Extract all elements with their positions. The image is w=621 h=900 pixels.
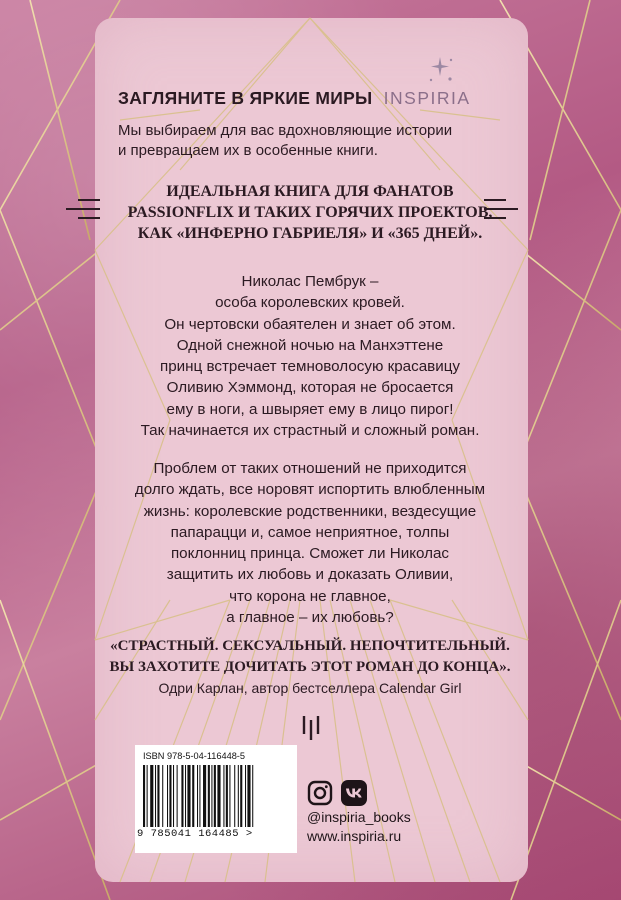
barcode-stripe	[157, 765, 159, 827]
social-handle-link[interactable]: @inspiria_books	[307, 809, 411, 825]
description-paragraph-1	[100, 271, 520, 441]
barcode-stripe	[185, 765, 186, 827]
publisher-brand: INSPIRIA	[383, 88, 471, 108]
highlight-tagline	[100, 181, 520, 244]
description-line: долго ждать, все норовят испортить влюбленным	[134, 481, 486, 499]
barcode-stripe	[238, 765, 239, 827]
series-header	[118, 88, 498, 109]
barcode-stripe	[223, 765, 224, 827]
description-line: ему в ноги, а швыряет ему в лицо пирог!	[166, 400, 454, 418]
series-intro	[118, 121, 508, 161]
description-line: Николас Пембрук –	[241, 273, 379, 290]
description-line: жизнь: королевские родственники, вездесущие	[143, 502, 477, 520]
barcode-stripe	[169, 765, 171, 827]
description-line: защитить их любовь и доказать Оливии,	[166, 566, 454, 584]
vk-icon[interactable]	[341, 780, 367, 806]
review-quote	[100, 636, 520, 678]
barcode-stripe	[173, 765, 174, 827]
barcode-stripe	[143, 765, 145, 827]
description-line: Оливию Хэммонд, которая не бросается	[166, 379, 454, 397]
barcode-stripe	[192, 765, 194, 827]
isbn-number: ISBN 978-5-04-116448-5	[143, 751, 245, 761]
barcode-stripe	[167, 765, 168, 827]
barcode-stripe	[181, 765, 183, 827]
description-line: а главное – их любовь?	[226, 609, 394, 627]
barcode-stripe	[199, 765, 200, 827]
barcode-stripe	[229, 765, 230, 827]
barcode-stripe	[147, 765, 148, 827]
barcode-stripe	[187, 765, 190, 827]
highlight-line: PASSIONFLIX И ТАКИХ ГОРЯЧИХ ПРОЕКТОВ,	[127, 204, 493, 221]
barcode-stripe	[234, 765, 235, 827]
barcode-icon	[143, 765, 285, 827]
barcode-stripe	[197, 765, 198, 827]
barcode-stripe	[211, 765, 212, 827]
dash-ornament-right	[484, 198, 518, 220]
intro-line: и превращаем их в особенные книги.	[118, 142, 378, 159]
description-line: Проблем от таких отношений не приходится	[153, 460, 467, 477]
publisher-logo-icon	[300, 712, 322, 742]
quote-line: ВЫ ЗАХОТИТЕ ДОЧИТАТЬ ЭТОТ РОМАН ДО КОНЦА».	[109, 659, 511, 675]
barcode-stripe	[252, 765, 253, 827]
description-line: папарацци и, самое неприятное, толпы	[170, 523, 450, 541]
quote-author: Одри Карлан, автор бестселлера Calendar Girl	[158, 680, 462, 696]
barcode-stripe	[240, 765, 242, 827]
barcode-digits: 9 785041 164485 >	[137, 828, 253, 840]
website-link[interactable]: www.inspiria.ru	[307, 828, 402, 844]
description-line: поклонниц принца. Сможет ли Николас	[170, 545, 450, 563]
intro-line: Мы выбираем для вас вдохновляющие истории	[118, 122, 453, 139]
barcode-stripe	[226, 765, 228, 827]
barcode-stripe	[203, 765, 206, 827]
description-line: Он чертовски обаятелен и знает об этом.	[164, 315, 456, 333]
barcode-stripe	[214, 765, 216, 827]
dash-ornament-left	[66, 198, 100, 220]
barcode-stripe	[150, 765, 153, 827]
highlight-line: ИДЕАЛЬНАЯ КНИГА ДЛЯ ФАНАТОВ	[166, 183, 454, 200]
description-line: особа королевских кровей.	[215, 294, 405, 312]
description-line: принц встречает темноволосую красавицу	[160, 358, 460, 376]
barcode-stripe	[177, 765, 178, 827]
description-line: Одной снежной ночью на Манхэттене	[176, 336, 444, 354]
barcode-stripe	[217, 765, 220, 827]
barcode-stripe	[162, 765, 163, 827]
description-line: Так начинается их страстный и сложный роман.	[140, 422, 480, 440]
barcode-stripe	[245, 765, 246, 827]
description-line: что корона не главное,	[229, 587, 391, 605]
highlight-line: КАК «ИНФЕРНО ГАБРИЕЛЯ» И «365 ДНЕЙ».	[137, 225, 483, 242]
description-paragraph-2	[100, 458, 520, 628]
quote-line: «СТРАСТНЫЙ. СЕКСУАЛЬНЫЙ. НЕПОЧТИТЕЛЬНЫЙ.	[110, 638, 510, 654]
barcode-stripe	[208, 765, 210, 827]
barcode-stripe	[155, 765, 156, 827]
barcode-stripe	[247, 765, 250, 827]
series-header-title: ЗАГЛЯНИТЕ В ЯРКИЕ МИРЫ	[118, 88, 373, 108]
instagram-icon[interactable]	[307, 780, 333, 806]
sparkle-icon	[425, 55, 455, 85]
